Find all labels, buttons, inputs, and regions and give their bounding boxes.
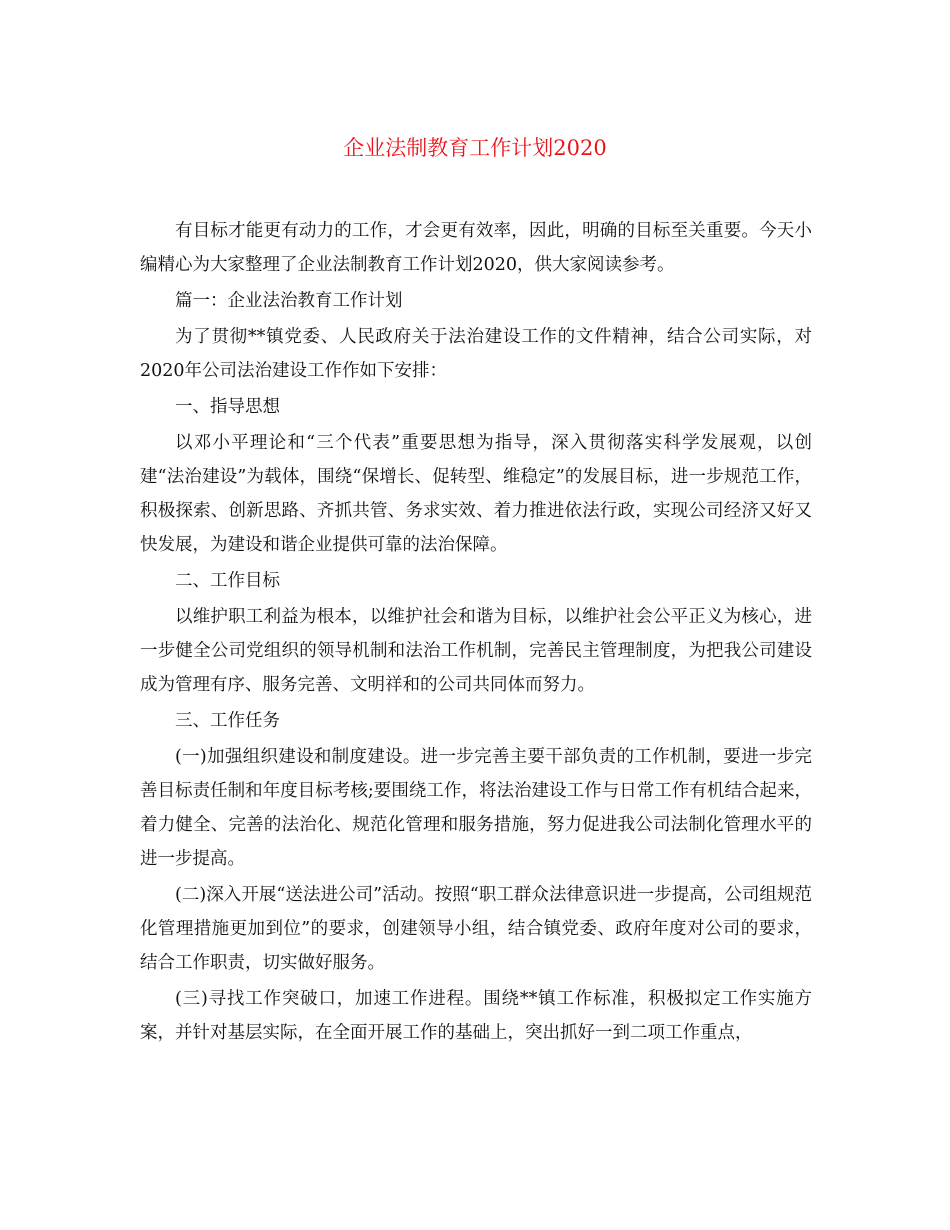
paragraph-work-goals: 以维护职工利益为根本，以维护社会和谐为目标，以维护社会公平正义为核心，进一步健全公司党组织的领导机制和法治工作机制，完善民主管理制度，为把我公司建设成为管理有序、服务完善、文明祥和的公司共同体而努力。	[140, 607, 812, 695]
paragraph-task-three: (三)寻找工作突破口，加速工作进程。围绕**镇工作标准，积极拟定工作实施方案，并针对基层实际，在全面开展工作的基础上，突出抓好一到二项工作重点，	[140, 989, 812, 1043]
paragraph-purpose: 为了贯彻**镇党委、人民政府关于法治建设工作的文件精神，结合公司实际，对2020年公司法治建设工作作如下安排：	[140, 327, 812, 381]
section-heading-guiding-ideology: 一、指导思想	[175, 397, 280, 417]
document-body	[140, 214, 812, 1052]
paragraph-intro: 有目标才能更有动力的工作，才会更有效率，因此，明确的目标至关重要。今天小编精心为大家整理了企业法制教育工作计划2020，供大家阅读参考。	[140, 221, 812, 275]
section-heading-part-one: 篇一：企业法治教育工作计划	[175, 291, 403, 311]
paragraph-task-one: (一)加强组织建设和制度建设。进一步完善主要干部负责的工作机制，要进一步完善目标责任制和年度目标考核;要围绕工作，将法治建设工作与日常工作有机结合起来，着力健全、完善的法治化、规范化管理和服务措施，努力促进我公司法制化管理水平的进一步提高。	[140, 747, 812, 869]
paragraph-task-two: (二)深入开展“送法进公司”活动。按照“职工群众法律意识进一步提高，公司组规范化管理措施更加到位”的要求，创建领导小组，结合镇党委、政府年度对公司的要求，结合工作职责，切实做好服务。	[140, 885, 812, 973]
paragraph-guiding-ideology: 以邓小平理论和“三个代表”重要思想为指导，深入贯彻落实科学发展观，以创建“法治建设”为载体，围绕“保增长、促转型、维稳定”的发展目标，进一步规范工作，积极探索、创新思路、齐抓共管、务求实效、着力推进依法行政，实现公司经济又好又快发展，为建设和谐企业提供可靠的法治保障。	[140, 433, 812, 555]
section-heading-work-goals: 二、工作目标	[175, 571, 280, 591]
section-heading-work-tasks: 三、工作任务	[175, 711, 280, 731]
document-title: 企业法制教育工作计划2020	[343, 136, 607, 160]
